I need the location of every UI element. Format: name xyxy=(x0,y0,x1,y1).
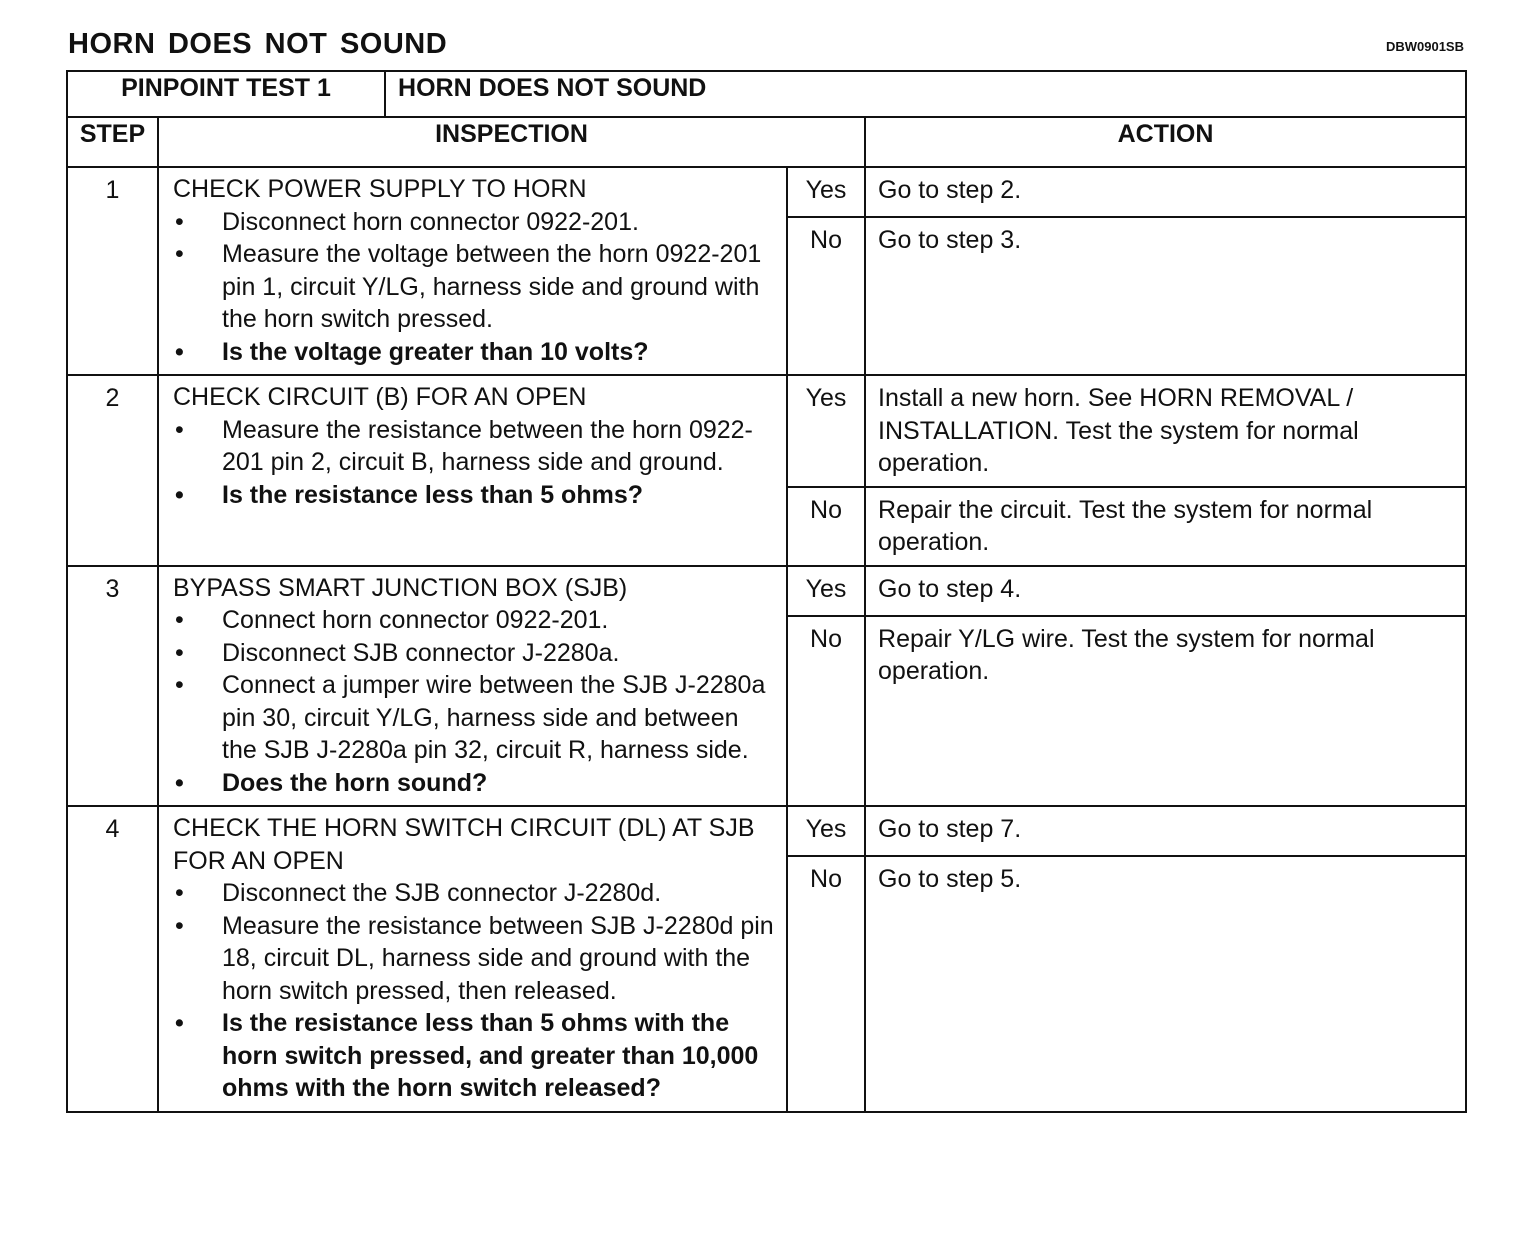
step-row xyxy=(67,806,1466,856)
test-header-row xyxy=(67,71,1466,117)
column-header-step: STEP xyxy=(67,117,158,167)
answer-yes: Yes xyxy=(787,566,865,616)
action-no: Go to step 5. xyxy=(865,856,1466,1112)
step-inspection xyxy=(158,566,787,807)
step-bullet: • Disconnect the SJB connector J-2280d. xyxy=(173,877,776,910)
step-number: 2 xyxy=(67,375,158,566)
action-yes: Go to step 4. xyxy=(865,566,1466,616)
step-bullet: • Connect horn connector 0922-201. xyxy=(173,604,776,637)
step-bullet: • Measure the resistance between SJB J-2280d pin 18, circuit DL, harness side and ground with the horn switch pressed, then released. xyxy=(173,910,776,1008)
answer-yes: Yes xyxy=(787,375,865,487)
action-yes: Go to step 7. xyxy=(865,806,1466,856)
step-bullet-list xyxy=(173,206,776,369)
answer-no: No xyxy=(787,217,865,375)
action-no: Repair the circuit. Test the system for normal operation. xyxy=(865,487,1466,566)
step-bullet: • Disconnect horn connector 0922-201. xyxy=(173,206,776,239)
step-title: CHECK THE HORN SWITCH CIRCUIT (DL) AT SJB FOR AN OPEN xyxy=(173,814,755,875)
answer-yes: Yes xyxy=(787,806,865,856)
action-yes: Go to step 2. xyxy=(865,167,1466,217)
step-row xyxy=(67,167,1466,217)
step-row xyxy=(67,375,1466,487)
column-header-inspection: INSPECTION xyxy=(158,117,865,167)
answer-no: No xyxy=(787,616,865,807)
step-number: 1 xyxy=(67,167,158,375)
action-no: Repair Y/LG wire. Test the system for normal operation. xyxy=(865,616,1466,807)
step-bullet-list xyxy=(173,414,776,512)
step-question: • Is the resistance less than 5 ohms? xyxy=(173,479,776,512)
test-title: HORN DOES NOT SOUND xyxy=(385,71,1466,117)
pinpoint-test-table xyxy=(66,70,1467,1113)
step-bullet: • Measure the resistance between the horn 0922-201 pin 2, circuit B, harness side and ground. xyxy=(173,414,776,479)
step-bullet: • Disconnect SJB connector J-2280a. xyxy=(173,637,776,670)
page-title: HORN DOES NOT SOUND xyxy=(68,28,448,60)
step-number: 4 xyxy=(67,806,158,1112)
step-number: 3 xyxy=(67,566,158,807)
step-bullet: • Measure the voltage between the horn 0922-201 pin 1, circuit Y/LG, harness side and ground with the horn switch pressed. xyxy=(173,238,776,336)
step-question: • Is the voltage greater than 10 volts? xyxy=(173,336,776,369)
answer-no: No xyxy=(787,487,865,566)
step-title: BYPASS SMART JUNCTION BOX (SJB) xyxy=(173,573,628,602)
step-bullet: • Connect a jumper wire between the SJB J-2280a pin 30, circuit Y/LG, harness side and between the SJB J-2280a pin 32, circuit R, harness side. xyxy=(173,669,776,767)
action-yes: Install a new horn. See HORN REMOVAL / INSTALLATION. Test the system for normal operation. xyxy=(865,375,1466,487)
step-bullet-list xyxy=(173,604,776,799)
answer-yes: Yes xyxy=(787,167,865,217)
step-inspection xyxy=(158,375,787,566)
step-row xyxy=(67,566,1466,616)
document-code: DBW0901SB xyxy=(1385,39,1464,54)
column-header-row xyxy=(67,117,1466,167)
step-inspection xyxy=(158,167,787,375)
step-title: CHECK POWER SUPPLY TO HORN xyxy=(173,175,587,203)
step-title: CHECK CIRCUIT (B) FOR AN OPEN xyxy=(173,383,587,411)
step-inspection xyxy=(158,806,787,1112)
step-question: • Is the resistance less than 5 ohms with the horn switch pressed, and greater than 10,000 ohms with the horn switch released? xyxy=(173,1007,776,1105)
step-bullet-list xyxy=(173,877,776,1105)
column-header-action: ACTION xyxy=(865,117,1466,167)
test-number: PINPOINT TEST 1 xyxy=(67,71,385,117)
answer-no: No xyxy=(787,856,865,1112)
action-no: Go to step 3. xyxy=(865,217,1466,375)
step-question: • Does the horn sound? xyxy=(173,767,776,800)
